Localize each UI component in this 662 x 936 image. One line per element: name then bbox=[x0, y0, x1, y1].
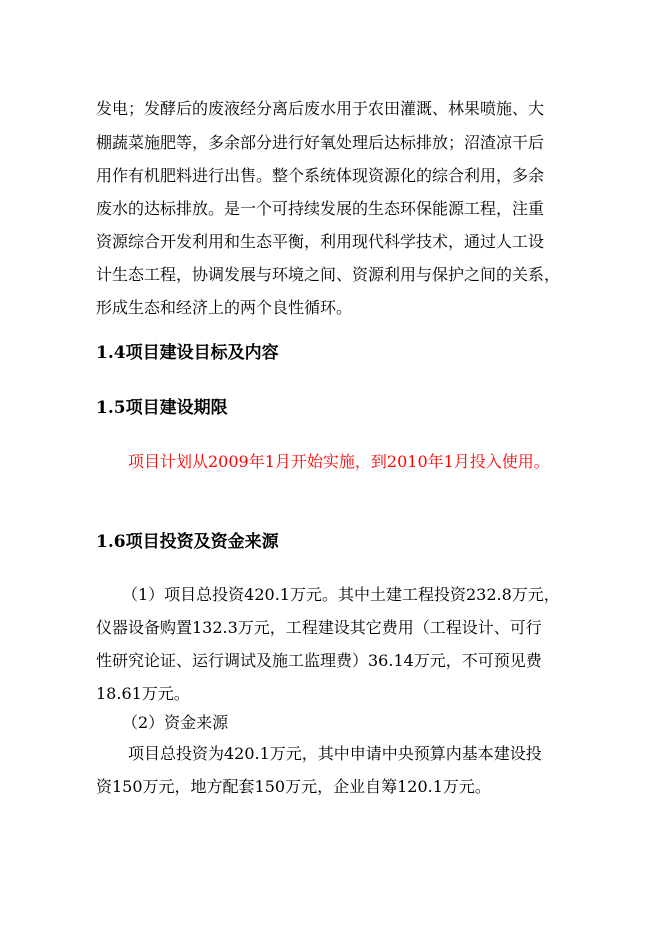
paragraph-line: 用作有机肥料进行出售。整个系统体现资源化的综合利用，多余 bbox=[96, 166, 545, 185]
paragraph-line: 废水的达标排放。是一个可持续发展的生态环保能源工程，注重 bbox=[96, 199, 545, 218]
paragraph-line: 资源综合开发利用和生态平衡，利用现代科学技术，通过人工设 bbox=[96, 232, 545, 251]
paragraph-line: 计生态工程，协调发展与环境之间、资源利用与保护之间的关系， bbox=[96, 265, 561, 284]
investment-line: 仪器设备购置132.3万元，工程建设其它费用（工程设计、可行 bbox=[96, 618, 542, 637]
paragraph-line: 棚蔬菜施肥等，多余部分进行好氧处理后达标排放；沼渣凉干后 bbox=[96, 133, 545, 152]
schedule-text: 项目计划从2009年1月开始实施，到2010年1月投入使用。 bbox=[128, 452, 550, 471]
section-heading-1-4: 1.4项目建设目标及内容 bbox=[96, 343, 279, 363]
investment-line: 性研究论证、运行调试及施工监理费）36.14万元，不可预见费 bbox=[96, 651, 542, 670]
paragraph-line: 发电；发酵后的废液经分离后废水用于农田灌溉、林果喷施、大 bbox=[96, 99, 545, 118]
funding-source-line: 资150万元，地方配套150万元，企业自筹120.1万元。 bbox=[96, 777, 491, 796]
investment-line: （1）项目总投资420.1万元。其中土建工程投资232.8万元， bbox=[122, 585, 560, 604]
funding-source-line: 项目总投资为420.1万元，其中申请中央预算内基本建设投 bbox=[128, 744, 542, 763]
section-heading-1-5: 1.5项目建设期限 bbox=[96, 398, 228, 418]
section-heading-1-6: 1.6项目投资及资金来源 bbox=[96, 532, 279, 552]
funding-source-heading: （2）资金来源 bbox=[122, 713, 229, 732]
investment-line: 18.61万元。 bbox=[96, 684, 190, 703]
paragraph-line: 形成生态和经济上的两个良性循环。 bbox=[96, 298, 353, 317]
